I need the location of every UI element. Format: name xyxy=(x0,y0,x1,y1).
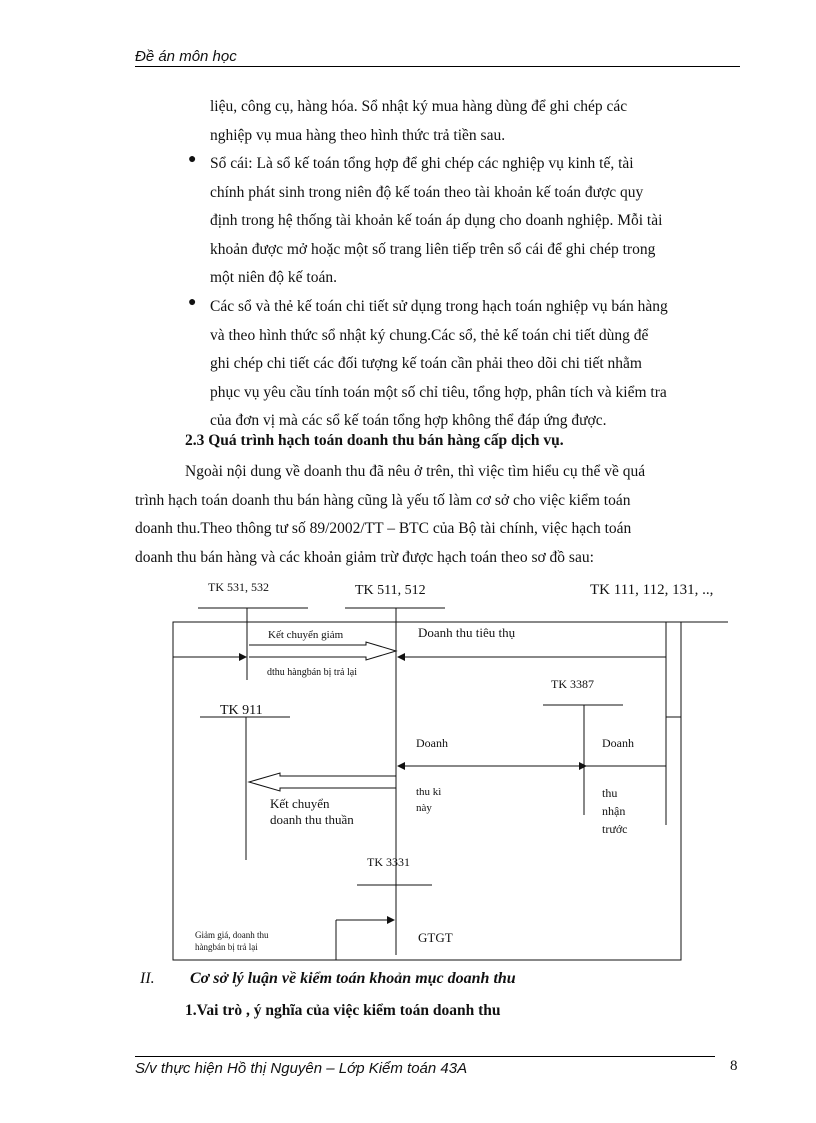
text-line: nghiệp vụ mua hàng theo hình thức trả tiền sau. xyxy=(210,126,506,144)
tk111-label: TK 111, 112, 131, .., xyxy=(590,582,714,598)
tk531-label: TK 531, 532 xyxy=(208,580,269,594)
label-doanh-thu-tieu-thu: Doanh thu tiêu thụ xyxy=(418,625,516,640)
text-line: của đơn vị mà các sổ kế toán tổng hợp không thể đáp ứng được. xyxy=(210,412,607,430)
text-line: chính phát sinh trong niên độ kế toán theo tài khoản kế toán được quy xyxy=(210,183,644,201)
text-line: doanh thu bán hàng và các khoản giảm trừ được hạch toán theo sơ đồ sau: xyxy=(135,548,594,566)
text-line: liệu, công cụ, hàng hóa. Sổ nhật ký mua hàng dùng để ghi chép các xyxy=(210,98,628,115)
footer-rule xyxy=(135,1056,715,1057)
label-dthu-hang-ban: dthu hàngbán bị trả lại xyxy=(267,667,357,678)
label-nhan: nhận xyxy=(602,804,626,818)
bullet-icon: ● xyxy=(188,152,197,167)
text-line: định trong hệ thống tài khoản kế toán áp dụng cho doanh nghiệp. Mỗi tài xyxy=(210,212,663,230)
label-ket-chuyen-giam: Kết chuyển giảm xyxy=(268,629,344,641)
label-hang-ban-tra-lai: hàngbán bị trả lại xyxy=(195,942,258,952)
text-line: Các sổ và thẻ kế toán chi tiết sử dụng trong hạch toán nghiệp vụ bán hàng xyxy=(210,298,668,315)
label-ket-chuyen: Kết chuyển xyxy=(270,796,330,811)
double-arrow-ket-chuyen-giam xyxy=(249,642,396,660)
tk911-label: TK 911 xyxy=(220,703,263,718)
label-doanh-thu-thuan: doanh thu thuần xyxy=(270,812,354,827)
section-2-3-heading: 2.3 Quá trình hạch toán doanh thu bán hàng cấp dịch vụ. xyxy=(185,432,564,449)
label-doanh-2: Doanh xyxy=(602,736,634,750)
text-line: Ngoài nội dung về doanh thu đã nêu ở trên, thì việc tìm hiểu cụ thể về quá xyxy=(185,463,646,480)
double-arrow-ket-chuyen-dtt xyxy=(249,773,396,791)
page-header-title: Đề án môn học xyxy=(135,48,237,65)
bullet-icon: ● xyxy=(188,295,197,310)
label-nay: này xyxy=(416,802,432,814)
text-line: ghi chép chi tiết các đối tượng kế toán cần phải theo dõi chi tiết nhằm xyxy=(210,355,642,373)
section-II-title: Cơ sở lý luận về kiểm toán khoản mục doanh thu xyxy=(190,970,516,987)
section-II-number: II. xyxy=(140,970,155,987)
label-truoc: trước xyxy=(602,822,628,836)
section-II-heading xyxy=(140,970,516,988)
footer-author: S/v thực hiện Hồ thị Nguyên – Lớp Kiểm toán 43A xyxy=(135,1060,468,1077)
label-giam-gia: Giảm giá, doanh thu xyxy=(195,930,269,940)
tk3387-label: TK 3387 xyxy=(551,677,594,691)
label-gtgt: GTGT xyxy=(418,930,453,945)
label-thu: thu xyxy=(602,786,618,800)
text-line: doanh thu.Theo thông tư số 89/2002/TT – BTC của Bộ tài chính, việc hạch toán xyxy=(135,520,632,538)
tk3331-label: TK 3331 xyxy=(367,855,410,869)
text-line: Sổ cái: Là sổ kế toán tổng hợp để ghi chép các nghiệp vụ kinh tế, tài xyxy=(210,155,634,172)
label-doanh-1: Doanh xyxy=(416,736,448,750)
text-line: phục vụ yêu cầu tính toán một số chỉ tiêu, tổng hợp, phân tích và kiểm tra xyxy=(210,383,667,401)
text-line: khoản được mở hoặc một số trang liên tiếp trên sổ cái để ghi chép trong xyxy=(210,240,656,258)
subsection-1-heading: 1.Vai trò , ý nghĩa của việc kiểm toán doanh thu xyxy=(185,1002,501,1019)
page-number: 8 xyxy=(730,1058,738,1074)
text-line: trình hạch toán doanh thu bán hàng cũng là yếu tố làm cơ sở cho việc kiểm toán xyxy=(135,491,631,509)
label-thu-ki: thu kì xyxy=(416,786,442,798)
tk511-label: TK 511, 512 xyxy=(355,583,426,598)
text-line: và theo hình thức sổ nhật ký chung.Các sổ, thẻ kế toán chi tiết dùng để xyxy=(210,326,649,344)
text-line: một niên độ kế toán. xyxy=(210,269,337,287)
